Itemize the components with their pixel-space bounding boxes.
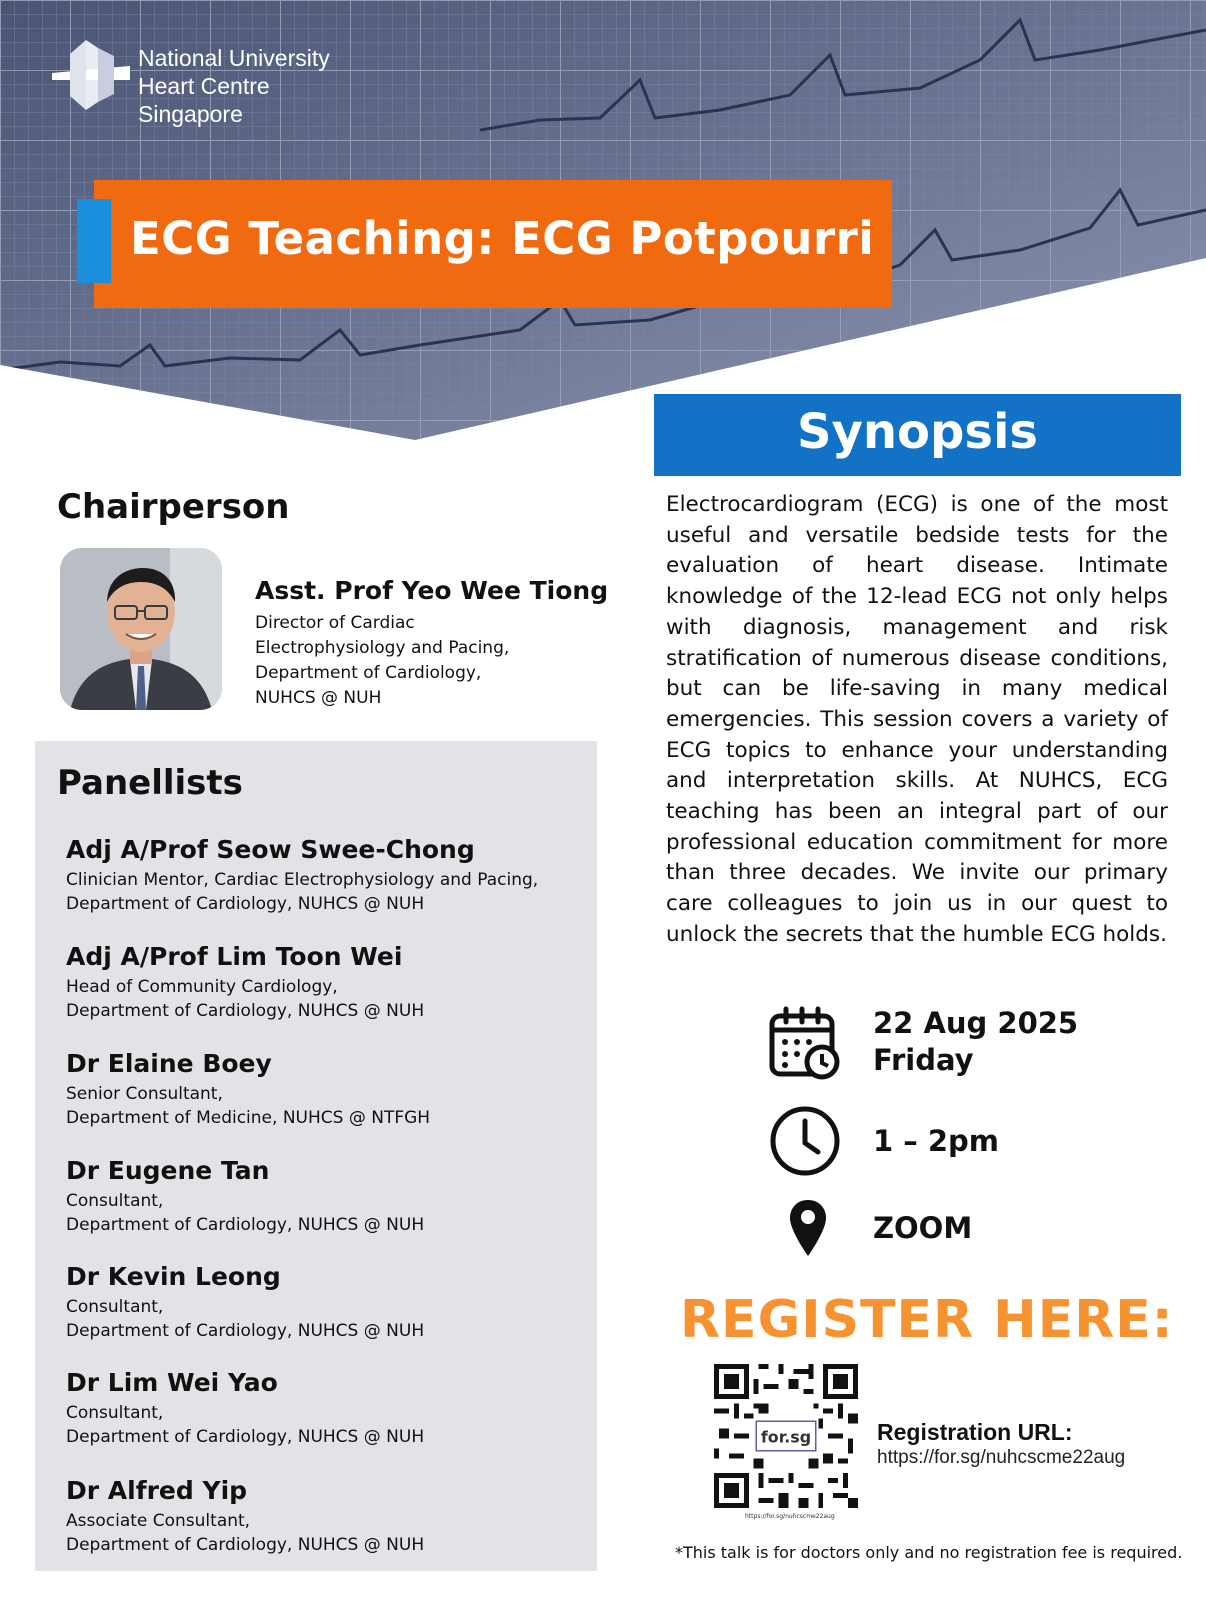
event-venue: ZOOM	[873, 1211, 973, 1245]
panellist-role: Consultant,	[66, 1297, 164, 1317]
panellist-role: Head of Community Cardiology,	[66, 977, 338, 997]
synopsis-banner	[654, 394, 1181, 476]
chairperson-title-line: Department of Cardiology,	[255, 663, 482, 683]
calendar-clock-icon	[768, 1006, 842, 1080]
panellist-dept: Department of Cardiology, NUHCS @ NUH	[66, 1535, 425, 1555]
panellist-role: Clinician Mentor, Cardiac Electrophysiology and Pacing,	[66, 870, 539, 890]
panellist-item	[66, 1476, 424, 1557]
panellist-name: Dr Alfred Yip	[66, 1476, 248, 1505]
panellist-role: Consultant,	[66, 1191, 164, 1211]
qr-code[interactable]	[714, 1364, 858, 1508]
org-name	[138, 44, 330, 128]
event-date	[873, 1005, 1078, 1079]
panellist-item	[66, 1156, 424, 1237]
org-logo	[52, 40, 352, 127]
panellist-dept: Department of Cardiology, NUHCS @ NUH	[66, 1427, 425, 1447]
org-name-line: Singapore	[138, 101, 243, 127]
synopsis-body: Electrocardiogram (ECG) is one of the most useful and versatile bedside tests for the evaluation of heart disease. Intimate knowledge of the 12-lead ECG not only helps with diagnosis, management and risk stratification of numerous disease conditions, but can be life-saving in many medical emergencies. This session covers a variety of ECG topics to enhance your understanding and interpretation skills. At NUHCS, ECG teaching has been an integral part of our professional education commitment for more than three decades. We invite our primary care colleagues to join us in our quest to unlock the secrets that the humble ECG holds.	[666, 492, 1168, 947]
panellist-item	[66, 1262, 424, 1343]
org-name-line: National University	[138, 45, 330, 71]
registration-url-label: Registration URL:	[877, 1419, 1073, 1445]
chairperson-info	[255, 576, 608, 711]
register-heading: REGISTER HERE:	[680, 1290, 1174, 1350]
panellist-name: Dr Kevin Leong	[66, 1262, 281, 1291]
person-portrait	[60, 548, 222, 710]
panellist-role: Consultant,	[66, 1403, 164, 1423]
event-title: ECG Teaching: ECG Potpourri	[130, 212, 875, 265]
panellist-item	[66, 1049, 430, 1130]
title-accent	[77, 199, 111, 283]
clock-icon	[768, 1104, 842, 1178]
event-date-text: 22 Aug 2025	[873, 1006, 1079, 1040]
chairperson-title-line: Electrophysiology and Pacing,	[255, 638, 510, 658]
panellists-section	[35, 741, 597, 1571]
panellist-dept: Department of Cardiology, NUHCS @ NUH	[66, 1215, 425, 1235]
registration-url-link[interactable]: https://for.sg/nuhcscme22aug	[877, 1447, 1126, 1468]
footnote: *This talk is for doctors only and no registration fee is required.	[675, 1543, 1183, 1562]
panellist-item	[66, 942, 424, 1023]
panellists-heading: Panellists	[57, 763, 243, 803]
event-time: 1 – 2pm	[873, 1124, 1000, 1158]
panellist-name: Dr Eugene Tan	[66, 1156, 270, 1185]
panellist-name: Adj A/Prof Lim Toon Wei	[66, 942, 403, 971]
panellist-item	[66, 835, 538, 916]
panellist-role: Senior Consultant,	[66, 1084, 223, 1104]
event-day-text: Friday	[873, 1043, 974, 1077]
nuhcs-cross-logo	[52, 40, 130, 110]
panellist-dept: Department of Cardiology, NUHCS @ NUH	[66, 1001, 425, 1021]
chairperson-title-line: Director of Cardiac	[255, 613, 415, 633]
qr-caption: https://for.sg/nuhcscme22aug	[745, 1513, 835, 1520]
chairperson-name: Asst. Prof Yeo Wee Tiong	[255, 576, 609, 605]
qr-code-image	[714, 1364, 858, 1508]
synopsis-heading: Synopsis	[797, 404, 1038, 460]
panellist-role: Associate Consultant,	[66, 1511, 251, 1531]
panellist-item	[66, 1368, 424, 1449]
panellist-name: Adj A/Prof Seow Swee-Chong	[66, 835, 475, 864]
chairperson-photo	[60, 548, 222, 710]
panellist-name: Dr Lim Wei Yao	[66, 1368, 278, 1397]
panellist-name: Dr Elaine Boey	[66, 1049, 272, 1078]
chairperson-title-line: NUHCS @ NUH	[255, 688, 382, 708]
panellist-dept: Department of Cardiology, NUHCS @ NUH	[66, 894, 425, 914]
panellist-dept: Department of Cardiology, NUHCS @ NUH	[66, 1321, 425, 1341]
org-name-line: Heart Centre	[138, 73, 270, 99]
panellist-dept: Department of Medicine, NUHCS @ NTFGH	[66, 1108, 431, 1128]
svg-text:for.sg: for.sg	[760, 1427, 812, 1447]
chairperson-heading: Chairperson	[57, 487, 290, 527]
location-pin-icon	[788, 1198, 828, 1258]
